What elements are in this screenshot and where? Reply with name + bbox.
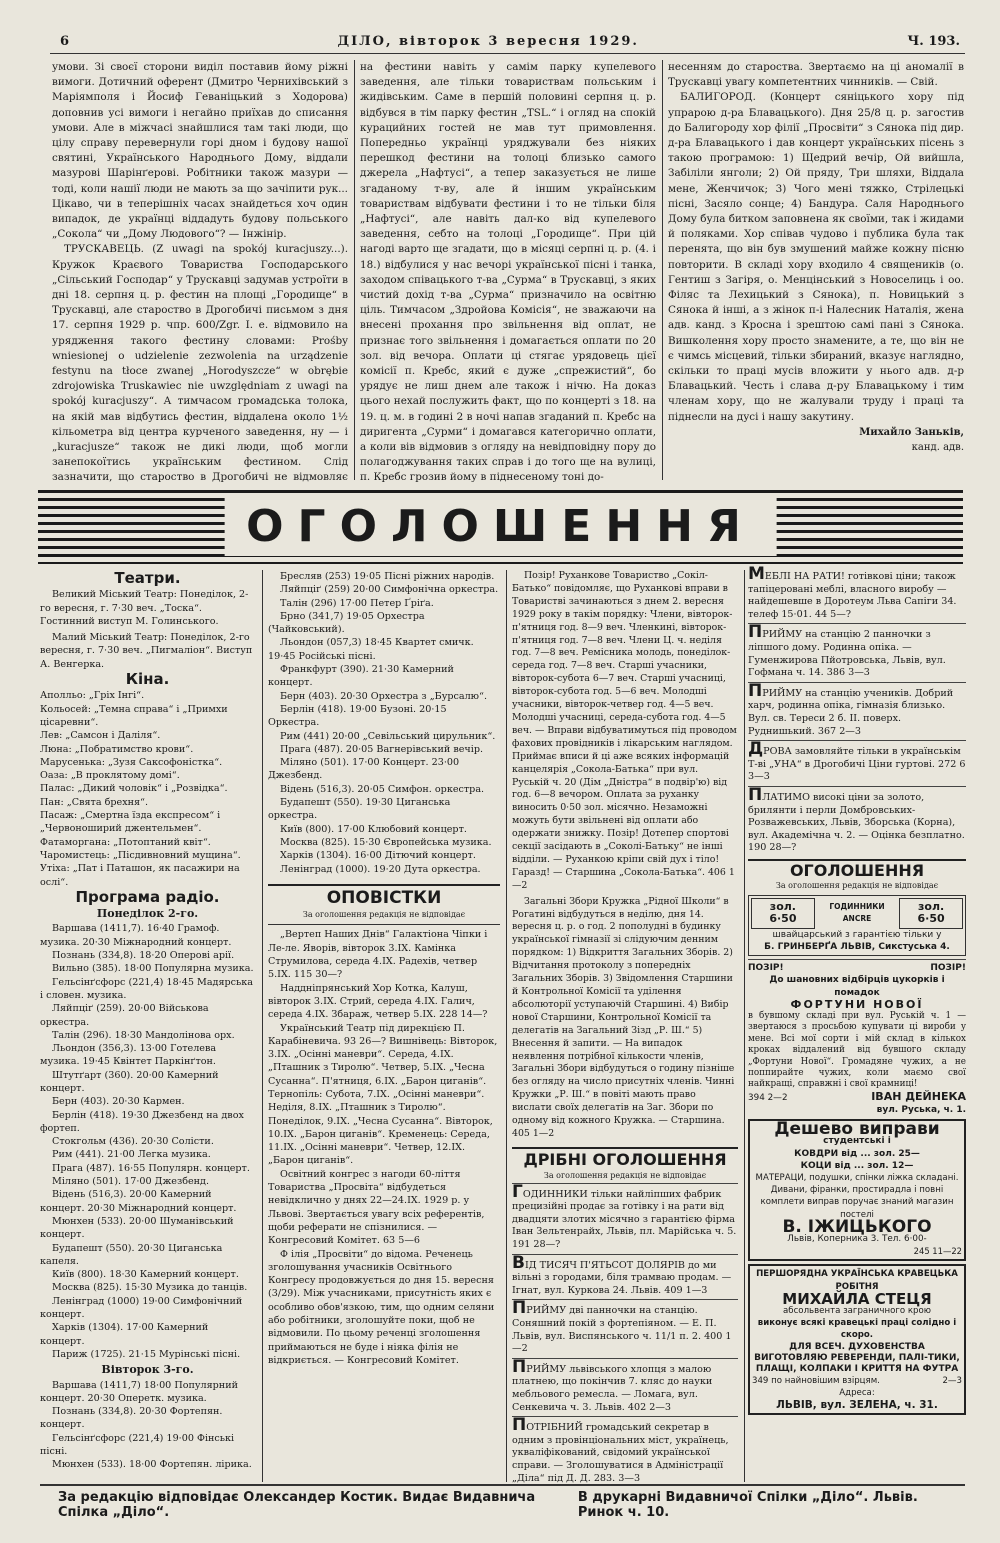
ad-code: 400 1—2 xyxy=(512,1330,732,1355)
cinemas-heading: Кіна. xyxy=(125,670,170,689)
watch-brand: ГОДИННИКИ ANCRE xyxy=(829,902,885,924)
fortuna-pozir: ПОЗІР! xyxy=(748,963,784,974)
ad-initial: П xyxy=(512,1298,527,1319)
sokil-notice: Позір! Руханкове Товариство „Сокіл-Батько“ повідомляє, що Руханкові вправи в Товаристві зачинаються з днем 2. вересня 1929 року в такім порядку: Члени, вівторок-п'ятниця год. 8—9 веч. Членкині, вівторок-п'ятниця год. 7—8 веч. Члени Ц. ч. неділя год. 7—8 веч. Ремісника молодь, понеділок-середа год. 7—8 веч. Старші учасники, вівторок-субота 6—7 веч. Старші учасниці, вівторок-субота год. 5—6 веч. Молодші учасники, вівторок-четвер год. 4—5 веч. Молодші учасниці, середа-субота год. 4—5 веч. — Вправи відбуватимуться під проводом фахових провідників і лікарським наглядом. Приймає вписи й ці аже всяких інформацій канцелярія „Сокола-Батька“ при вул. Руській ч. 20 (Дім „Дністра“ в подвір'ю) від год. 6—8 вечором. Оплата за руханку виносить 0·50 зол. місячно. Незаможні можуть бути звільнені від оплати або одержати знижку. Позір! Дотепер спортові секції засідають в „Соколі-Батьку“ не інші відділи. — Руханкою кріпи свій дух і тіло! Гаразд! — Старшина „Сокола-Батька“. 406 1—2 xyxy=(512,570,737,891)
stetsia-line: 349 по найновішим взірцям. xyxy=(752,1375,880,1386)
ad-code: 190 28—? xyxy=(748,842,797,854)
stetsia-sub: абсольвента заграничного крою xyxy=(783,1306,931,1316)
izhytsky-sub: студентські і xyxy=(823,1136,891,1147)
radio-listing: Київ (800). 17·00 Клюбовий концерт. xyxy=(280,823,467,835)
radio-listing: Познань (334,8). 18·20 Оперові арії. xyxy=(52,950,235,962)
footer-editor: За редакцію відповідає Олександер Костик. Видає Видавнича Спілка „Діло“. xyxy=(58,1490,536,1520)
notice-item: Наддніпрянський Хор Котка, Калуш, вівторок 3.IX. Стрий, середа 4.IX. Галич, середа 4.IX. Збараж, четвер 5.IX. 228 14—? xyxy=(268,982,488,1021)
article-paragraph: умови. Зі своєї сторони виділ поставив йому ріжні вимоги. Дотичний оферент (Дмитро Чернихівський з Маріямполя і Йосиф Геваніцький з Ходорова) доповнив усі вимоги і негайно приїхав до списання умови. Але в міжчасі знайшлися там такі люди, що цілу справу перевернули горі дном і будову нашої святині, Українського Народнього Дому, віддали мазурові Шарінґерові. Робітники також мазури — тоді, коли нашії люди не мають за що зачіпити рук... Цікаво, чи в теперішніх часах знайдеться хоч один випадок, де українці віддадуть будову польського „Сокола“ чи „Дому Людового“? — Інжінір. xyxy=(52,61,348,241)
ad-text: РИЙМУ дві панночки на станцію. Соняшний покій з фортепіяном. — Е. П. Львів, вул. Виспянського ч. 11/1 п. 2. xyxy=(512,1305,717,1342)
right-announcements xyxy=(748,859,966,892)
footer-rule xyxy=(40,1484,965,1486)
ad-initial: Д xyxy=(748,739,764,760)
cinema-listing: Люна: „Побратимство крови“. xyxy=(40,743,194,755)
announcements-banner xyxy=(38,490,963,564)
page-header xyxy=(60,30,960,52)
ridna-shkola-notice: Загальні Збори Кружка „Рідної Школи“ в Рогатині відбудуться в неділю, дня 14. вересня ц. р. о год. 2 пополудні в будинку української гімназії зі слідуючим денним порядком: 1) Відкриття Загальних Зборів. 2) Відчитання протоколу з попередніх Загальних Зборів. 3) Звідомлення Старшини й Контрольної Комісії та уділення абсолюторії уступаючій Старшині. 4) Вибір нової Старшини, Контрольної Комісії та делегатів на Загальний Зізд „Р. Ш.“ 5) Внесення й запити. — На випадок неявлення потрібної кількости членів, Загальні Збори відбудуться о годину пізніше без огляду на число присутніх членів. Чинні Кружки „Р. Ш.“ в повіті мають право вислати своїх делегатів на Заг. Збори по одному від кожного Кружка. — Старшина. 405 1—2 xyxy=(512,895,735,1139)
column-rule xyxy=(662,60,663,480)
radio-day-heading: Понеділок 2-го. xyxy=(96,907,199,921)
classified-ad xyxy=(748,740,966,786)
article-balyhorod: БАЛИГОРОД. (Концерт сяніцького хору під упрарою д-ра Блавацького). Дня 25/8 ц. р. загостив до Балигороду хор філії „Просвіти“ з Сянока під дир. д-ра Блавацького і дав концерт українських пісень з такою програмою: 1) Щедрий вечір, Ой вийшла, Забіліли янголи; 2) Ой пряду, Три шляхи, Віддала мене, Женчичок; 3) Чого мені тяжко, Стрілецькі пісні, Засяло сонце; 4) Бандура. Саля Народнього Дому була битком заповнена як своїми, так і жидами й поляками. Хор співав чудово і публика була так перенята, що він був змушений майже кожну пісню повторити. В складі хору входило 4 священиків (о. Гентиш з Загіря, о. Менцінський з Новоселиць і оо. Філяс та Лехицький з Сянока), п. Новицький з Сянока й інші, а з жінок п-і Налесник Наталія, жена адв. канд. з Кросна і зрештою самі пані з Сянока. Вишколення хору просто знамените, а те, що він не є чимсь місцевий, тільки збираний, вказує наглядно, скільки то праці мусів вложити у нього адв. д-р Блавацький. Честь і слава д-ру Блавацькому і тим членам хору, що не жалували труду і праці та піднесли на дусі і нашу закутину. xyxy=(668,91,964,423)
column-rule xyxy=(354,60,355,480)
radio-listing: Штутґарт (360). 20·00 Камерний концерт. xyxy=(40,1069,219,1094)
small-ad xyxy=(512,1358,738,1416)
ad-code: 409 1—3 xyxy=(664,1284,708,1296)
ad-code: 272 6 3—3 xyxy=(748,758,966,783)
ad-initial: П xyxy=(512,1356,527,1377)
stetsia-ad xyxy=(748,1264,966,1415)
cinema-listing: Палас: „Дикий чоловік“ і „Розвідка“. xyxy=(40,783,228,795)
watch-shop: Б. ГРИНБЕРҐА ЛЬВІВ, Сикстуська 4. xyxy=(764,941,950,952)
footer-printer: В друкарні Видавничої Спілки „Діло“. Львів. Ринок ч. 10. xyxy=(577,1490,918,1520)
notice-item: Освітний конгрес з нагоди 60-ліття Товариства „Просвіта“ відбудеться невідклично у днях 22—24.IX. 1929 р. у Львові. Звертається увагу всіх референтів, щоби реферати не спізнилися. — Конгресовий Комітет. 63 5—6 xyxy=(268,1168,485,1247)
radio-listing: Талін (296) 17·00 Петер Ґріґа. xyxy=(280,597,434,609)
cinema-listing: Утіха: „Пат і Паташон, як пасажири на ослі“. xyxy=(40,863,240,888)
theatre-listing: Великий Міський Театр: Понеділок, 2-го вересня, г. 7·30 веч. „Тоска“. Гостинний виступ М. Голинського. xyxy=(40,589,249,627)
ad-text: РИЙМУ на станцію учеників. Добрий харч, родинна опіка, гімназія близько. Вул. св. Тереси 2 б. II. поверх. Руднишький. xyxy=(748,687,954,737)
izhytsky-title: Дешево виправи xyxy=(774,1119,940,1140)
ad-text: ІД ТИСЯЧ П'ЯТЬСОТ ДОЛЯРІВ до ми вільні з городами, біля трамваю продам. — Ігнат, вул. Куркова 24. Львів. xyxy=(512,1259,732,1296)
fortuna-brand: ФОРТУНИ НОВОЇ xyxy=(790,997,924,1011)
cinema-listing: Пасаж: „Смертна їзда експресом“ і „Червоноширий джентельмен“. xyxy=(40,810,221,835)
cinema-listing: Фатаморгана: „Потоптаний квіт“. xyxy=(40,836,211,848)
radio-listing: Вильно (385). 18·00 Популярна музика. xyxy=(52,963,254,975)
fortuna-address: вул. Руська, ч. 1. xyxy=(876,1104,966,1115)
radio-listing: Міляно (501). 17·00 Джезбенд. xyxy=(52,1176,210,1188)
theatre-listing: Малий Міський Театр: Понеділок, 2-го вересня, г. 7·30 веч. „Пигмаліон“. Виступ А. Венгерка. xyxy=(40,632,253,670)
ad-text: РОВА замовляйте тільки в українськім Т-ві „УНА“ в Дрогобичі Ціни гуртові. xyxy=(748,746,961,770)
radio-listing: Франкфурт (390). 21·30 Камерний концерт. xyxy=(268,664,454,689)
notice-item: „Вертеп Наших Днів“ Галактіона Чіпки і Ле-ле. Яворів, вівторок 3.IX. Камінка Струмилова, середа 4.IX. Радехів, четвер 5.IX. 115 30—? xyxy=(268,929,488,981)
ad-text: РИЙМУ на станцію 2 панночки з ліпшого дому. Родинна опіка. — Гуменжирова Пйотровська, Львів, вул. Гофмана ч. 14. xyxy=(748,629,946,679)
notice-item: Ф ілія „Просвіти“ до відома. Реченець зголошування учасників Освітнього Конгресу продовжується до дня 15. вересня (3/29). Між учасниками, присутність яких є особливо обов'язкою, тим, що одним селяни або робітники, зголошуйте поки, щоб не відмовили. По цьому реченці зголошення приймаються не буде і ніяка філія не відкриється. — Конгресовий Комітет. xyxy=(268,1248,495,1366)
small-ads-section xyxy=(512,1147,738,1485)
izhytsky-code: 245 11—22 xyxy=(913,1246,962,1257)
radio-listing: Будапешт (550). 19·30 Циганська оркестра. xyxy=(268,797,451,822)
right-announcements-heading: ОГОЛОШЕННЯ xyxy=(789,860,925,880)
radio-listing: Москва (825). 15·30 Європейська музика. xyxy=(280,836,492,848)
theatres-heading: Театри. xyxy=(114,570,181,587)
ad-code: 386 3—3 xyxy=(826,667,870,679)
radio-listing: Ленінград (1000). 19·20 Дута оркестра. xyxy=(280,863,481,875)
radio-listing: Брно (341,7) 19·05 Орхестра (Чайковський). xyxy=(268,610,425,636)
stetsia-top: ПЕРШОРЯДНА УКРАЇНСЬКА КРАВЕЦЬКА РОБІТНЯ xyxy=(756,1269,958,1292)
stetsia-address-label: Адреса: xyxy=(839,1387,875,1398)
radio-listing: Париж (1725). 21·15 Мурінські пісні. xyxy=(52,1348,241,1360)
author-title: канд. адв. xyxy=(911,442,964,454)
ad-code: 191 28—? xyxy=(512,1239,561,1251)
radio-listing: Гельсінґсфорс (221,4) 19·00 Фінські пісні. xyxy=(40,1432,235,1457)
radio-listing: Берлін (418). 19·00 Бузоні. 20·15 Оркестра. xyxy=(268,703,447,729)
izhytsky-ad xyxy=(748,1119,966,1261)
radio-heading: Програма радіо. xyxy=(75,887,220,906)
column-rule xyxy=(506,570,507,1482)
ad-code: 367 2—3 xyxy=(817,725,862,737)
radio-listing: Відень (516,3). 20·00 Камерний концерт. 20·30 Міжнародний концерт. xyxy=(40,1189,237,1214)
article-truskavets: ТРУСКАВЕЦЬ. (Z uwagi na spokój kuracjuszy...). Кружок Краєвого Товариства Господарського „Сільський Господар“ у Трускавці задумав устроїти в дні 18. серпня ц. р. фестин на площі „Городище“ в Трускавці, але староство в Дрогобичі письмом з дня 17. серпня 1929 р. чпр. 600/Zgr. I. е. відмовило на урядження такого фестину словами: Prośby wniesionej o udzielenie zezwolenia na urządzenie festynu na tłoce zwanej „Horodyszcze“ w obrębie zdrojowiska Truskawiec nie uwzględniam z uwagi na spokój kuracjuszy“. А тимчасом громадська толока, на якій мав відбутись фестин, віддалена около 1½ кільометра від центра курченого заведення, ну — і „kuracjusze“ також не дикі люди, щоб могли занепокоїтись українським фестином. Слід зазначити, що староство в Дрогобичі не відмовляє xyxy=(52,243,348,484)
cinema-listing: Лев: „Самсон і Даліля“. xyxy=(40,730,161,742)
column-rule xyxy=(262,570,263,1482)
radio-listing: Київ (800). 18·30 Камерний концерт. xyxy=(52,1269,239,1281)
radio-listing: Будапешт (550). 20·30 Циганська капеля. xyxy=(40,1242,223,1267)
radio-listing: Варшава (1411,7). 16·40 Грамоф. музика. 20·30 Міжнародний концерт. xyxy=(40,923,232,948)
radio-listing: Харків (1304). 17·00 Камерний концерт. xyxy=(40,1322,209,1347)
radio-listing: Стокгольм (436). 20·30 Солісти. xyxy=(52,1136,214,1148)
cinema-listing: Кольосей: „Темна справа“ і „Примхи цісаревни“. xyxy=(40,703,228,728)
article-column-3 xyxy=(668,60,964,488)
izhytsky-line: МАТЕРАЦИ, подушки, спінки ліжка складані. xyxy=(755,1172,959,1183)
radio-listing: Льондон (356,3). 13·00 Готелева музика. 19·45 Квінтет Паркінґтон. xyxy=(40,1043,217,1068)
fortuna-code: 394 2—2 xyxy=(748,1092,788,1103)
classified-ad xyxy=(748,566,966,623)
ad-initial: В xyxy=(512,1252,525,1273)
small-ad xyxy=(512,1183,738,1254)
radio-listing: Прага (487). 20·05 Вагнерівський вечір. xyxy=(280,743,484,755)
radio-listing: Міляно (501). 17·00 Концерт. 23·00 Джезбенд. xyxy=(268,757,460,782)
izhytsky-line: Дивани, фіранки, простирадла і повні комплети виправ поручає знаний магазин постелі xyxy=(760,1185,954,1220)
izhytsky-line: КОВДРИ від ... зол. 25— xyxy=(794,1148,920,1159)
radio-day-heading: Вівторок 3-го. xyxy=(101,1363,194,1377)
ad-text: ОТРІБНИЙ громадський секретар в одним з провінціональних міст, українець, укваліфікований, свідомий української справи. — Зголошуватися в Адміністрації „Діла“ під Д. Д. 283. xyxy=(512,1422,729,1484)
article-paragraph: на фестини навіть у самім парку купелевого заведення, але тільки товариствам польським і жидівським. Саме в першій половині серпня ц. р. відбувся в тім парку фестин „TSL.“ і огляд на спокій курацийних гостей не мав тут примовлення. Попередньо українці уряджували без ніяких перешкод фестини на толоці близько самого джерела „Нафтусі“, а тепер заказується не лише згаданому т-ву, але й іншим українським товариствам відбувати фестини і то не тільки біля „Нафтусі“, але навіть дал-ко від купелевого заведення, себто на толоці „Городище“. При цій нагоді варто ще згадати, що в місяці серпні ц. р. (4. і 18.) відбулися у нас вечорі української пісні і танка, заходом співацького т-ва „Сурма“ в Трускавці, з яких чистий дохід т-ва „Сурма“ призначило на освітню ціль. Тимчасом „Здройова Комісія“, не зважаючи на внесені прохання про звільнення від оплат, не признає того звільнення і домагається оплати по 20 зол. від вечора. Оплати ці стягає урядовець цієї комісії п. Кребс, який є дуже „спрежистий“, бо урядує не лиш днем але також і нічю. На доказ цього нехай послужить факт, що по концерті з 18. на 19. ц. м. в годині 2 в ночі напав згаданий п. Кребс на диригента „Сурми“ і домагався категорично оплати, а коли вів відмовив з огляду на невідповідну пору до полагоджування таких справ і до того ще на вулиці, п. Кребс грозив йому в піднесеному тоні до- xyxy=(360,61,656,484)
classified-ad xyxy=(748,623,966,681)
ad-text: РИЙМУ львівського хлопця з малою платнею, що покінчив 7. кляс до науки мебльового ремесла. — Ломага, вул. Сенкевича ч. 3. Львів. xyxy=(512,1363,713,1413)
article-column-2 xyxy=(360,60,656,488)
ad-initial: П xyxy=(748,680,763,701)
classified-ad xyxy=(748,682,966,740)
stetsia-address: ЛЬВІВ, вул. ЗЕЛЕНА, ч. 31. xyxy=(776,1399,938,1412)
ad-text: ЕБЛІ НА РАТИ! готівкові ціни; також тапіцеровані меблі, власного виробу — найдешевше в Доротеум Льва Сапіги 34. телеф 15·01. xyxy=(748,571,957,620)
watch-desc: швайцарський з гарантією тільки у xyxy=(772,929,942,940)
radio-listing: Варшава (1411,7) 18·00 Популярний концерт. 20·30 Оперетк. музика. xyxy=(40,1379,238,1404)
radio-listing: Харків (1304). 16·00 Дітючий концерт. xyxy=(280,850,476,862)
stetsia-name: МИХАЙЛА СТЕЦЯ xyxy=(782,1289,932,1308)
small-ad xyxy=(512,1416,738,1485)
page-title: ДІЛО, вівторок 3 вересня 1929. xyxy=(337,33,639,49)
article-paragraph: несенням до староства. Звертаємо на ці аномалії в Трускавці увагу компетентних чинників. — Свій. xyxy=(668,61,964,89)
izhytsky-address: Львів, Коперника 3. Тел. 6·00- xyxy=(787,1233,927,1244)
ad-initial: П xyxy=(512,1415,527,1436)
header-rule xyxy=(50,53,965,54)
small-ad xyxy=(512,1299,738,1357)
page-footer xyxy=(58,1490,960,1520)
radio-listing: Ляйпціґ (259). 20·00 Військова оркестра. xyxy=(40,1003,209,1028)
sokil-ads-column xyxy=(512,570,738,1485)
watch-ad xyxy=(748,895,966,956)
fortuna-ad xyxy=(748,959,966,1116)
cinema-listing: Оаза: „В проклятому домі“. xyxy=(40,770,180,782)
banner-title: ОГОЛОШЕННЯ xyxy=(224,498,777,556)
small-ads-disclaimer: За оголошення редакція не відповідає xyxy=(543,1170,707,1180)
article-column-1 xyxy=(52,60,348,488)
radio-listing: Ляйпціґ (259) 20·00 Симфонічна оркестра. xyxy=(280,584,499,596)
ad-initial: Г xyxy=(512,1181,523,1202)
price-tag: зол. 6·50 xyxy=(899,898,963,928)
radio-listing: Рим (441). 21·00 Легка музика. xyxy=(52,1149,211,1161)
radio-listing: Талін (296). 18·30 Мандолінова орх. xyxy=(52,1029,235,1041)
listings-column xyxy=(40,570,255,1485)
notices-heading: ОПОВІСТКИ xyxy=(326,887,442,908)
page-number: 6 xyxy=(60,33,70,49)
radio-listing: Прага (487). 16·55 Популярн. концерт. xyxy=(52,1162,250,1174)
cinema-listing: Пан: „Свята брехня“. xyxy=(40,796,149,808)
radio-listing: Мюнхен (533). 18·00 Фортепян. лірика. xyxy=(52,1459,252,1471)
ad-initial: П xyxy=(748,622,763,643)
small-ads-heading: ДРІБНІ ОГОЛОШЕННЯ xyxy=(523,1149,727,1169)
small-ad xyxy=(512,1254,738,1300)
cinema-listing: Марусенька: „Зузя Саксофоністка“. xyxy=(40,756,223,768)
notices-disclaimer: За оголошення редакція не відповідає xyxy=(302,910,466,920)
notice-item: Український Театр під дирекцією П. Карабіневича. 93 26—? Вишнівець: Вівторок, 3.IX. „Осінні маневри“. Середа, 4.IX. „Пташник з Тиролю“. Четвер, 5.IX. „Чесна Сусанна“. П'ятниця, 6.IX. „Барон циганів“. Тернопіль: Субота, 7.IX. „Осінні маневри“. Неділя, 8.IX. „Пташник з Тиролю“. Понеділок, 9.IX. „Чесна Сусанна“. Вівторок, 10.IX. „Барон циганів“. Кременець: Середа, 11.IX. „Осінні маневри“. Четвер, 12.IX. „Барон циганів“. xyxy=(268,1022,498,1167)
right-ads-column xyxy=(748,566,966,1486)
cinema-listing: Аполльо: „Гріх Інгі“. xyxy=(40,690,145,702)
radio-listing: Берлін (418). 19·30 Джезбенд на двох фортеп. xyxy=(40,1109,244,1134)
izhytsky-line: КОЦИ від ... зол. 12— xyxy=(800,1160,914,1171)
right-disclaimer: За оголошення редакція не відповідає xyxy=(775,881,939,891)
stetsia-line: ДЛЯ ВСЕЧ. ДУХОВЕНСТВА ВИГОТОВЛЯЮ РЕВЕРЕНДИ, ПАЛІ-ТИКИ, ПЛАЩІ, КОЛПАКИ І КРИТТЯ НА ФУТРА xyxy=(754,1341,960,1374)
radio-notices-column xyxy=(268,570,500,1485)
radio-listing: Берн (403). 20·30 Кармен. xyxy=(52,1096,185,1108)
radio-listing: Рим (441) 20·00 „Севільський цирульник“. xyxy=(280,730,496,742)
izhytsky-name: В. ІЖИЦЬКОГО xyxy=(782,1216,932,1237)
notices-section xyxy=(268,884,500,1367)
issue-number: Ч. 193. xyxy=(907,33,960,49)
ad-initial: П xyxy=(748,784,763,805)
author-signature: Михайло Заньків, xyxy=(859,426,964,438)
ad-text: ОДИННИКИ тільки найліпших фабрик прецизійні продає за готівку і на рати від двадцяти злотих місячно з гарантією фірма Іван Зельтенрайх, Львів, пл. Марійська ч. 5. xyxy=(512,1188,737,1238)
price-tag: зол. 6·50 xyxy=(751,898,815,928)
fortuna-owner: ІВАН ДЕЙНЕКА xyxy=(871,1089,966,1103)
radio-listing: Москва (825). 15·30 Музика до танців. xyxy=(52,1282,248,1294)
ad-code: 44 5—? xyxy=(814,608,852,620)
cinema-listing: Чаромистець: „Пісдивновний мущина“. xyxy=(40,849,241,861)
stetsia-line: виконує всякі кравецькі праці солідно і скоро. xyxy=(757,1318,957,1341)
ad-initial: М xyxy=(748,566,765,584)
radio-listing: Мюнхен (533). 20·00 Шуманівський концерт. xyxy=(40,1215,234,1241)
ad-code: 402 2—3 xyxy=(627,1401,672,1413)
ad-text: ЛАТИМО високі ціни за золото, брилянти і перли Домбровських-Розважевських, Львів, Зборська (Корна), вул. Академічна ч. 2. — Оцінка безплатно. xyxy=(748,791,965,841)
stetsia-code: 2—3 xyxy=(942,1375,962,1386)
fortuna-pozir: ПОЗІР! xyxy=(930,963,966,974)
radio-listing: Познань (334,8). 20·30 Фортепян. концерт. xyxy=(40,1406,223,1431)
radio-listing: Гельсінґсфорс (221,4) 18·45 Мадярська і словен. музика. xyxy=(40,976,253,1001)
radio-listing: Ленінград (1000) 19·00 Симфонічний концерт. xyxy=(40,1295,243,1321)
classified-ad xyxy=(748,786,966,857)
radio-listing: Відень (516,3). 20·05 Симфон. оркестра. xyxy=(280,783,485,795)
ad-code: 3—3 xyxy=(618,1472,641,1484)
fortuna-body: в бувшому складі при вул. Руській ч. 1 — звертаюся з просьбою купувати ці вироби у мене. Всі мої сорти і мій склад в кількох кроках віддалений від бувшого складу „Фортуни Нової“. Громадяне чужих, а не поппирайте чужих, коли маємо свої найкращі, справжні і свої крамниці! xyxy=(748,1010,966,1090)
radio-listing: Бресляв (253) 19·05 Пісні ріжних народів. xyxy=(280,571,495,582)
fortuna-head: До шановних відбірців цукорків і помадок xyxy=(769,975,945,998)
radio-listing: Берн (403). 20·30 Орхестра з „Бурсалю“. xyxy=(280,690,487,702)
column-rule xyxy=(744,570,745,1482)
radio-listing: Льондон (057,3) 18·45 Квартет смичк. 19·45 Російські пісні. xyxy=(268,637,474,662)
